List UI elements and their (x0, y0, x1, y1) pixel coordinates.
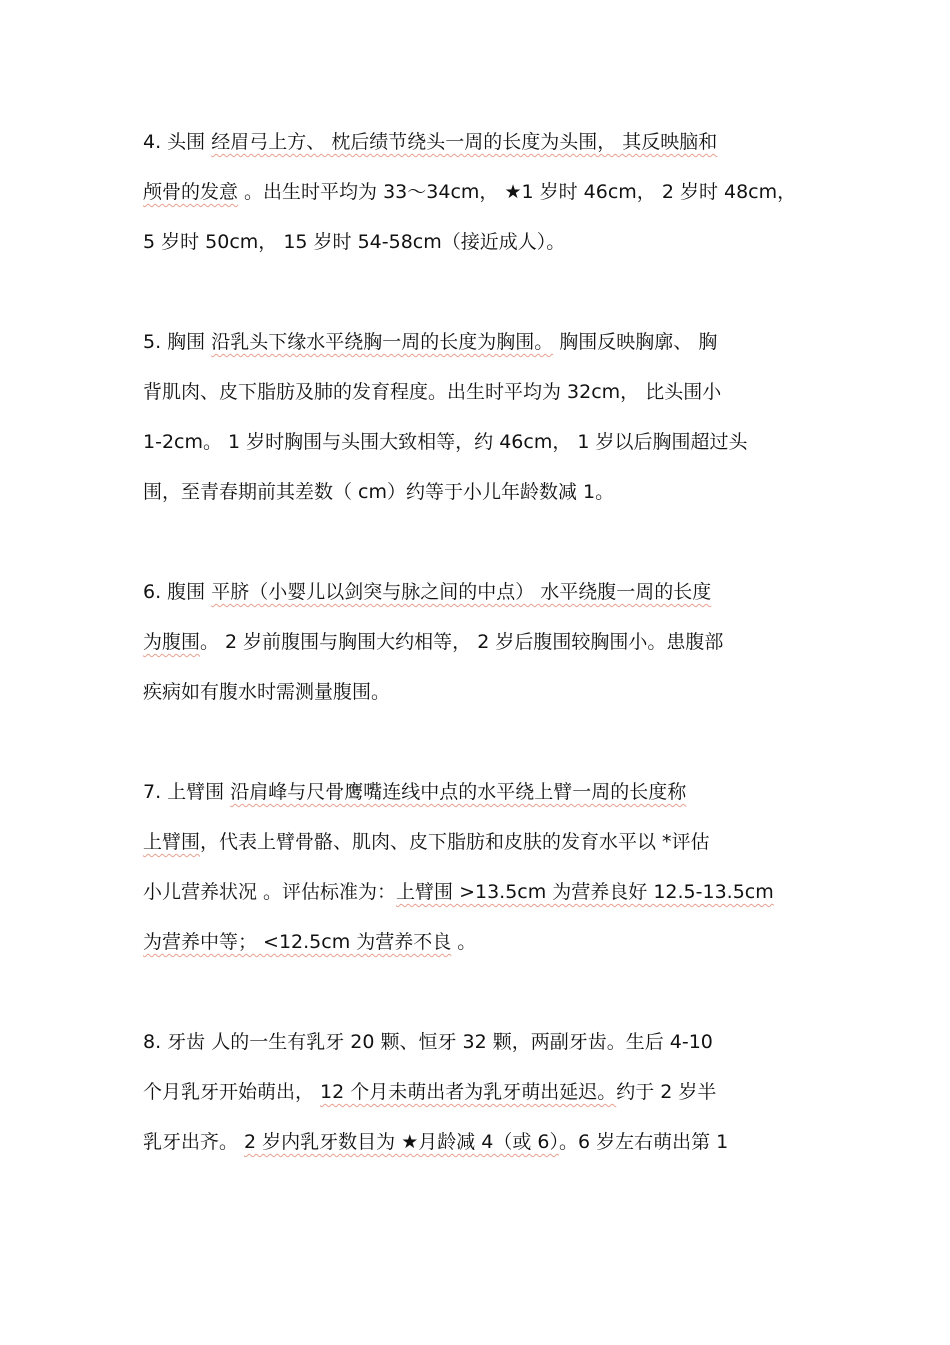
text-run: 。出生时平均为 33～34cm， ★1 岁时 46cm， 2 岁时 48cm， (238, 181, 797, 203)
section-8-line-1 (143, 1030, 713, 1056)
text-run: 为营养中等； <12.5cm 为营养不良 (143, 931, 452, 953)
text-run: 沿乳头下缘水平绕胸一周的长度为胸围。 (211, 331, 554, 353)
section-8-line-2 (143, 1080, 716, 1106)
text-run: 颅骨的发意 (143, 181, 239, 203)
text-run: ，代表上臂骨骼、肌肉、皮下脂肪和皮肤的发育水平以 *评估 (200, 831, 710, 853)
section-4-line-2 (143, 180, 796, 206)
section-5-line-1 (143, 330, 717, 356)
text-run: 。6 岁左右萌出第 1 (559, 1131, 729, 1153)
section-7-line-1 (143, 780, 686, 806)
text-run: 背肌肉、皮下脂肪及肺的发育程度。出生时平均为 32cm， 比头围小 (143, 381, 722, 403)
text-run: 4. 头围 (143, 131, 212, 153)
text-run: 1-2cm。 1 岁时胸围与头围大致相等，约 46cm， 1 岁以后胸围超过头 (143, 431, 748, 453)
text-run: 8. 牙齿 人的一生有乳牙 20 颗、恒牙 32 颗，两副牙齿。生后 4-10 (143, 1031, 713, 1053)
text-run: 2 岁内乳牙数目为 ★月龄减 4（或 6） (244, 1131, 560, 1153)
section-6-line-2 (143, 630, 723, 656)
section-8-line-3 (143, 1130, 728, 1156)
section-7-line-3 (143, 880, 774, 906)
text-run: 5. 胸围 (143, 331, 212, 353)
text-run: 7. 上臂围 (143, 781, 231, 803)
text-run: 经眉弓上方、 枕后绩节绕头一周的长度为头围， 其反映脑和 (211, 131, 718, 153)
section-6-line-3 (143, 680, 390, 706)
text-run: 个月乳牙开始萌出， (143, 1081, 321, 1103)
text-run: 6. 腹围 (143, 581, 212, 603)
text-run: 约于 2 岁半 (616, 1081, 717, 1103)
section-4-line-3 (143, 230, 565, 256)
section-7-line-2 (143, 830, 710, 856)
text-run: 围，至青春期前其差数（ cm）约等于小儿年龄数减 1。 (143, 481, 615, 503)
text-run: 小儿营养状况 。评估标准为： (143, 881, 397, 903)
section-5-line-2 (143, 380, 721, 406)
text-run: 上臂围 >13.5cm 为营养良好 12.5-13.5cm (396, 881, 774, 903)
text-run: 平脐（小婴儿以剑突与脉之间的中点） 水平绕腹一周的长度 (211, 581, 712, 603)
text-run: 乳牙出齐。 (143, 1131, 245, 1153)
section-5-line-4 (143, 480, 614, 506)
text-run: 疾病如有腹水时需测量腹围。 (143, 681, 391, 703)
text-run: 沿肩峰与尺骨鹰嘴连线中点的水平绕上臂一周的长度称 (230, 781, 687, 803)
section-6-line-1 (143, 580, 711, 606)
text-run: 12 个月未萌出者为乳牙萌出延迟。 (320, 1081, 617, 1103)
section-4-line-1 (143, 130, 717, 156)
text-run: 。 (451, 931, 477, 953)
text-run: 胸围反映胸廓、 胸 (553, 331, 718, 353)
text-run: 上臂围 (143, 831, 201, 853)
section-7-line-4 (143, 930, 476, 956)
section-5-line-3 (143, 430, 748, 456)
text-run: 5 岁时 50cm， 15 岁时 54-58cm（接近成人）。 (143, 231, 566, 253)
text-run: 。 2 岁前腹围与胸围大约相等， 2 岁后腹围较胸围小。患腹部 (200, 631, 724, 653)
text-run: 为腹围 (143, 631, 201, 653)
